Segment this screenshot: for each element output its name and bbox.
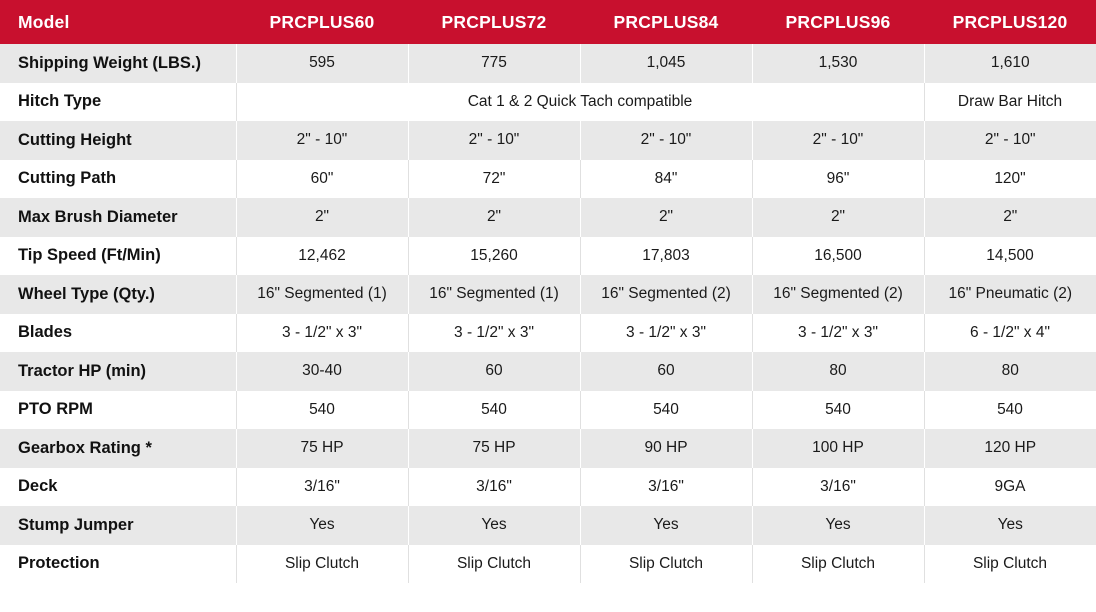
cell-value: 3 - 1/2" x 3" bbox=[752, 314, 924, 353]
cell-value: 17,803 bbox=[580, 237, 752, 276]
cell-value: 3 - 1/2" x 3" bbox=[408, 314, 580, 353]
cell-value: 3 - 1/2" x 3" bbox=[580, 314, 752, 353]
cell-value: 2" - 10" bbox=[752, 121, 924, 160]
cell-value: Slip Clutch bbox=[580, 545, 752, 584]
cell-value: 75 HP bbox=[236, 429, 408, 468]
cell-value: 540 bbox=[752, 391, 924, 430]
cell-value: 84" bbox=[580, 160, 752, 199]
cell-value: 120 HP bbox=[924, 429, 1096, 468]
cell-value: 100 HP bbox=[752, 429, 924, 468]
cell-value: 1,610 bbox=[924, 44, 1096, 83]
cell-value: 16" Segmented (2) bbox=[752, 275, 924, 314]
cell-value: 2" - 10" bbox=[580, 121, 752, 160]
table-row bbox=[0, 237, 1096, 276]
cell-value: Yes bbox=[580, 506, 752, 545]
table-row bbox=[0, 429, 1096, 468]
cell-value: 2" bbox=[408, 198, 580, 237]
row-label-cutting-path: Cutting Path bbox=[0, 160, 236, 199]
table-header bbox=[0, 0, 1096, 44]
row-label-protection: Protection bbox=[0, 545, 236, 584]
table-row bbox=[0, 121, 1096, 160]
cell-value: 2" bbox=[236, 198, 408, 237]
cell-value: 3/16" bbox=[236, 468, 408, 507]
cell-value: Yes bbox=[408, 506, 580, 545]
cell-value: 2" bbox=[580, 198, 752, 237]
table-row bbox=[0, 83, 1096, 122]
cell-value: 3/16" bbox=[580, 468, 752, 507]
row-label-wheel-type: Wheel Type (Qty.) bbox=[0, 275, 236, 314]
cell-value: 60 bbox=[408, 352, 580, 391]
cell-value: 16" Segmented (1) bbox=[408, 275, 580, 314]
cell-value: 540 bbox=[580, 391, 752, 430]
cell-value: 2" - 10" bbox=[408, 121, 580, 160]
cell-value: 6 - 1/2" x 4" bbox=[924, 314, 1096, 353]
cell-value: 72" bbox=[408, 160, 580, 199]
table-row bbox=[0, 352, 1096, 391]
table-row bbox=[0, 275, 1096, 314]
cell-value: 16" Segmented (2) bbox=[580, 275, 752, 314]
cell-value: Slip Clutch bbox=[408, 545, 580, 584]
row-label-tip-speed: Tip Speed (Ft/Min) bbox=[0, 237, 236, 276]
cell-value: 2" - 10" bbox=[236, 121, 408, 160]
table-row bbox=[0, 468, 1096, 507]
table-body bbox=[0, 44, 1096, 583]
cell-value: 120" bbox=[924, 160, 1096, 199]
cell-value: 775 bbox=[408, 44, 580, 83]
row-label-tractor-hp: Tractor HP (min) bbox=[0, 352, 236, 391]
header-model-prcplus84: PRCPLUS84 bbox=[580, 0, 752, 44]
row-label-pto-rpm: PTO RPM bbox=[0, 391, 236, 430]
cell-value: 16,500 bbox=[752, 237, 924, 276]
header-model-label: Model bbox=[0, 0, 236, 44]
cell-value: 60" bbox=[236, 160, 408, 199]
header-model-prcplus72: PRCPLUS72 bbox=[408, 0, 580, 44]
table-row bbox=[0, 391, 1096, 430]
cell-value: 9GA bbox=[924, 468, 1096, 507]
cell-value: 75 HP bbox=[408, 429, 580, 468]
cell-value: 16" Pneumatic (2) bbox=[924, 275, 1096, 314]
row-label-gearbox-rating: Gearbox Rating * bbox=[0, 429, 236, 468]
row-label-max-brush-diameter: Max Brush Diameter bbox=[0, 198, 236, 237]
cell-value: 3 - 1/2" x 3" bbox=[236, 314, 408, 353]
cell-value: Draw Bar Hitch bbox=[924, 83, 1096, 122]
row-label-deck: Deck bbox=[0, 468, 236, 507]
cell-value: Cat 1 & 2 Quick Tach compatible bbox=[236, 83, 924, 122]
cell-value: Yes bbox=[752, 506, 924, 545]
row-label-cutting-height: Cutting Height bbox=[0, 121, 236, 160]
cell-value: Yes bbox=[924, 506, 1096, 545]
header-model-prcplus60: PRCPLUS60 bbox=[236, 0, 408, 44]
cell-value: 540 bbox=[408, 391, 580, 430]
cell-value: 540 bbox=[924, 391, 1096, 430]
cell-value: 1,045 bbox=[580, 44, 752, 83]
row-label-blades: Blades bbox=[0, 314, 236, 353]
table-row bbox=[0, 506, 1096, 545]
table-row bbox=[0, 160, 1096, 199]
cell-value: 3/16" bbox=[752, 468, 924, 507]
table-row bbox=[0, 44, 1096, 83]
cell-value: Slip Clutch bbox=[752, 545, 924, 584]
cell-value: Slip Clutch bbox=[924, 545, 1096, 584]
cell-value: 30-40 bbox=[236, 352, 408, 391]
row-label-hitch-type: Hitch Type bbox=[0, 83, 236, 122]
cell-value: 16" Segmented (1) bbox=[236, 275, 408, 314]
cell-value: 2" bbox=[924, 198, 1096, 237]
cell-value: 60 bbox=[580, 352, 752, 391]
table-row bbox=[0, 198, 1096, 237]
cell-value: 2" bbox=[752, 198, 924, 237]
cell-value: Slip Clutch bbox=[236, 545, 408, 584]
cell-value: 2" - 10" bbox=[924, 121, 1096, 160]
cell-value: 96" bbox=[752, 160, 924, 199]
row-label-shipping-weight: Shipping Weight (LBS.) bbox=[0, 44, 236, 83]
cell-value: 14,500 bbox=[924, 237, 1096, 276]
cell-value: 15,260 bbox=[408, 237, 580, 276]
cell-value: 12,462 bbox=[236, 237, 408, 276]
cell-value: 80 bbox=[924, 352, 1096, 391]
table-row bbox=[0, 314, 1096, 353]
row-label-stump-jumper: Stump Jumper bbox=[0, 506, 236, 545]
cell-value: 3/16" bbox=[408, 468, 580, 507]
cell-value: 540 bbox=[236, 391, 408, 430]
cell-value: 80 bbox=[752, 352, 924, 391]
cell-value: Yes bbox=[236, 506, 408, 545]
table-row bbox=[0, 545, 1096, 584]
cell-value: 1,530 bbox=[752, 44, 924, 83]
cell-value: 595 bbox=[236, 44, 408, 83]
header-row bbox=[0, 0, 1096, 44]
cell-value: 90 HP bbox=[580, 429, 752, 468]
header-model-prcplus96: PRCPLUS96 bbox=[752, 0, 924, 44]
header-model-prcplus120: PRCPLUS120 bbox=[924, 0, 1096, 44]
